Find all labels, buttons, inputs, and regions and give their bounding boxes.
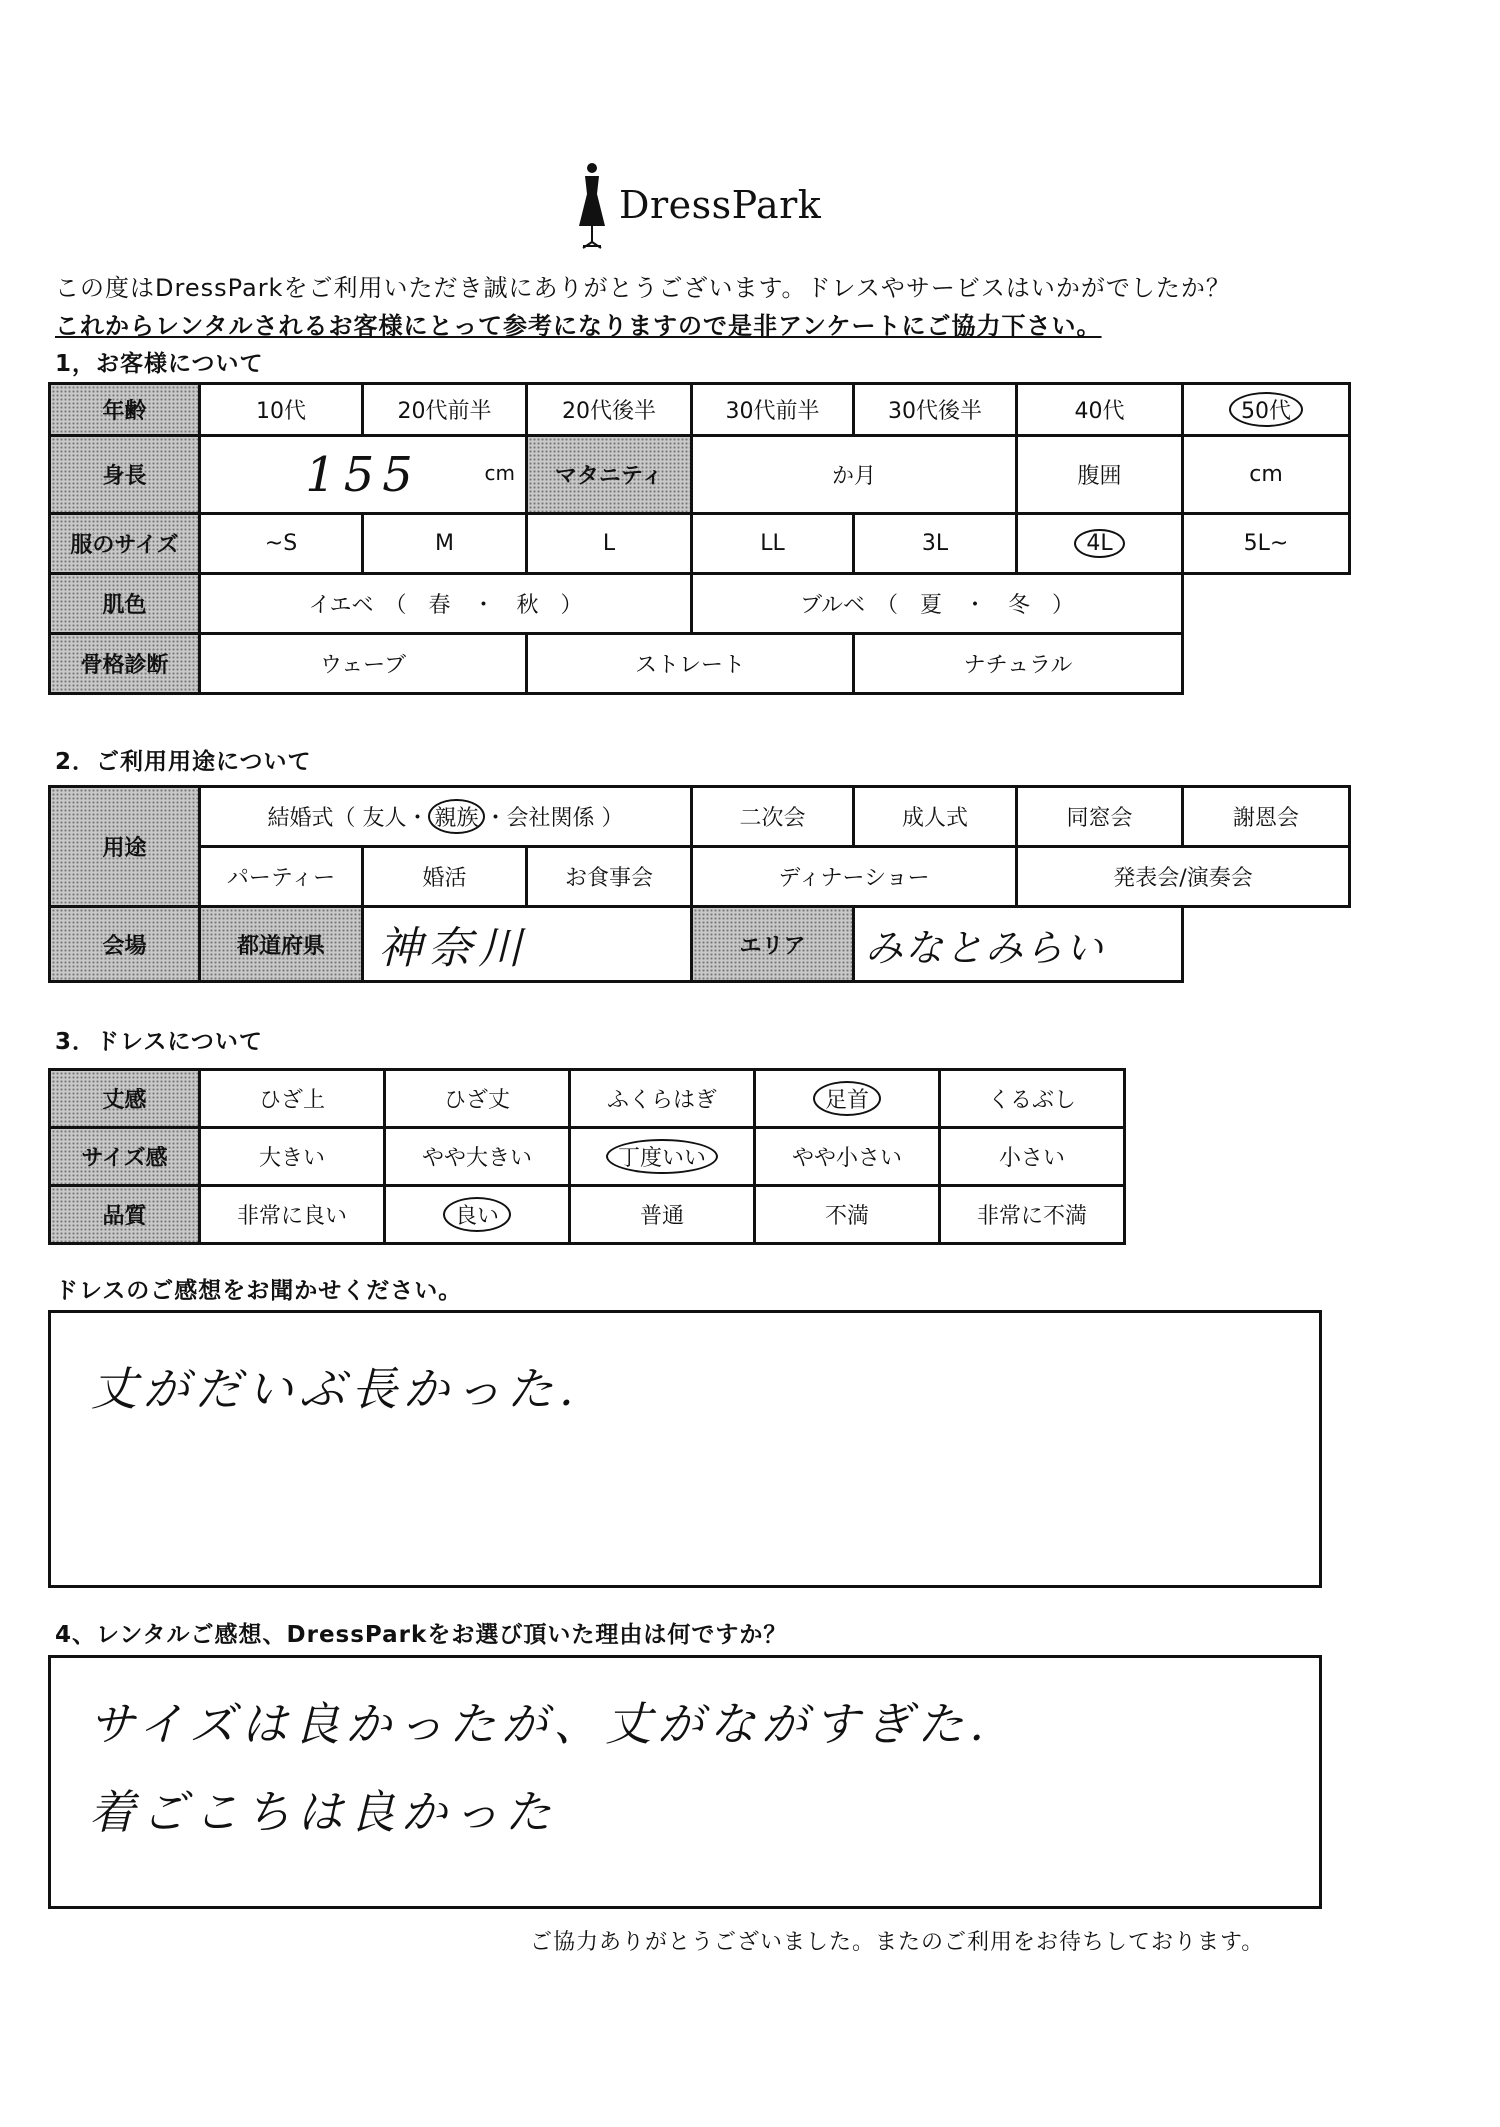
size-label: 服のサイズ [50, 514, 200, 574]
prefecture-field[interactable] [363, 907, 692, 982]
purpose-option[interactable]: お食事会 [527, 847, 692, 907]
length-option[interactable]: ひざ上 [200, 1070, 385, 1128]
age-option-selected[interactable] [1183, 384, 1350, 436]
dress-form-icon [575, 160, 609, 250]
venue-label: 会場 [50, 907, 200, 982]
reason-box[interactable] [48, 1655, 1322, 1909]
frame-option[interactable]: ウェーブ [200, 634, 527, 694]
section-4-title: 4、レンタルご感想、DressParkをお選び頂いた理由は何ですか？ [55, 1622, 788, 1648]
impression-box[interactable] [48, 1310, 1322, 1588]
request-text: これからレンタルされるお客様にとって参考になりますので是非アンケートにご協力下さい。 [55, 312, 1102, 340]
fit-option[interactable]: やや小さい [755, 1128, 940, 1186]
size-option[interactable]: LL [692, 514, 854, 574]
brand-logo [575, 160, 821, 250]
fit-option[interactable]: やや大きい [385, 1128, 570, 1186]
area-value: みなとみらい [865, 925, 1106, 970]
month-unit: か月 [831, 464, 876, 489]
purpose-option[interactable]: 婚活 [363, 847, 527, 907]
wedding-post: ・会社関係 ） [484, 806, 624, 831]
frame-label: 骨格診断 [50, 634, 200, 694]
section-2-title: 2．ご利用用途について [55, 749, 312, 775]
reason-line-1: サイズは良かったが、丈がながすぎた. [89, 1697, 990, 1751]
fit-option-selected[interactable] [570, 1128, 755, 1186]
area-field[interactable] [854, 907, 1183, 982]
purpose-option[interactable]: 成人式 [854, 787, 1017, 847]
height-value: 155 [305, 446, 421, 503]
purpose-option[interactable]: ディナーショー [692, 847, 1017, 907]
size-option[interactable]: M [363, 514, 527, 574]
height-field[interactable] [200, 436, 527, 514]
quality-option[interactable]: 非常に不満 [940, 1186, 1125, 1244]
impression-text: 丈がだいぶ長かった. [91, 1362, 580, 1416]
height-label: 身長 [50, 436, 200, 514]
skin-blue-option[interactable]: ブルベ （ 夏 ・ 冬 ） [692, 574, 1183, 634]
selection-circle: 親族 [428, 799, 484, 834]
selection-circle: 足首 [813, 1081, 881, 1116]
selection-circle: 4L [1074, 529, 1124, 558]
length-option[interactable]: ふくらはぎ [570, 1070, 755, 1128]
waist-field[interactable] [1183, 436, 1350, 514]
quality-option[interactable]: 不満 [755, 1186, 940, 1244]
purpose-option[interactable]: 二次会 [692, 787, 854, 847]
purpose-label: 用途 [50, 787, 200, 907]
fit-label: サイズ感 [50, 1128, 200, 1186]
length-option-selected[interactable] [755, 1070, 940, 1128]
maternity-label: マタニティ [527, 436, 692, 514]
age-option[interactable]: 30代後半 [854, 384, 1017, 436]
size-option[interactable]: L [527, 514, 692, 574]
frame-option[interactable]: ストレート [527, 634, 854, 694]
age-option[interactable]: 20代後半 [527, 384, 692, 436]
purpose-option[interactable]: 同窓会 [1017, 787, 1183, 847]
waist-label: 腹囲 [1017, 436, 1183, 514]
purpose-option[interactable]: 謝恩会 [1183, 787, 1350, 847]
selection-circle: 50代 [1229, 392, 1303, 427]
wedding-pre: 結婚式（ 友人・ [267, 806, 429, 831]
section-1-title: 1，お客様について [55, 351, 264, 377]
purpose-option[interactable]: パーティー [200, 847, 363, 907]
dress-table [48, 1068, 1126, 1245]
length-label: 丈感 [50, 1070, 200, 1128]
length-option[interactable]: くるぶし [940, 1070, 1125, 1128]
waist-unit: cm [1249, 462, 1283, 487]
age-option[interactable]: 40代 [1017, 384, 1183, 436]
section-3-title: 3．ドレスについて [55, 1029, 263, 1055]
height-unit: cm [484, 461, 515, 485]
quality-option[interactable]: 非常に良い [200, 1186, 385, 1244]
footer-thanks: ご協力ありがとうございました。またのご利用をお待ちしております。 [530, 1930, 1265, 1955]
brand-name: DressPark [619, 183, 822, 227]
length-option[interactable]: ひざ丈 [385, 1070, 570, 1128]
purpose-option[interactable]: 発表会/演奏会 [1017, 847, 1350, 907]
purpose-table [48, 785, 1351, 983]
selection-circle: 丁度いい [606, 1139, 718, 1174]
size-option-selected[interactable] [1017, 514, 1183, 574]
size-option[interactable]: ~S [200, 514, 363, 574]
impression-prompt: ドレスのご感想をお聞かせください。 [55, 1278, 463, 1304]
skin-yellow-option[interactable]: イエベ （ 春 ・ 秋 ） [200, 574, 692, 634]
age-label: 年齢 [50, 384, 200, 436]
age-option[interactable]: 10代 [200, 384, 363, 436]
selection-circle: 良い [443, 1197, 511, 1232]
fit-option[interactable]: 大きい [200, 1128, 385, 1186]
customer-table [48, 382, 1351, 695]
intro-text: この度はDressParkをご利用いただき誠にありがとうございます。ドレスやサービスはいかがでしたか？ [55, 274, 1231, 302]
quality-label: 品質 [50, 1186, 200, 1244]
fit-option[interactable]: 小さい [940, 1128, 1125, 1186]
skin-label: 肌色 [50, 574, 200, 634]
age-option[interactable]: 30代前半 [692, 384, 854, 436]
prefecture-value: 神奈川 [378, 923, 528, 974]
frame-option[interactable]: ナチュラル [854, 634, 1183, 694]
reason-line-2: 着ごこちは良かった [89, 1785, 557, 1839]
prefecture-label: 都道府県 [200, 907, 363, 982]
size-option[interactable]: 5L~ [1183, 514, 1350, 574]
age-option[interactable]: 20代前半 [363, 384, 527, 436]
quality-option[interactable]: 普通 [570, 1186, 755, 1244]
purpose-wedding[interactable] [200, 787, 692, 847]
maternity-field[interactable] [692, 436, 1017, 514]
quality-option-selected[interactable] [385, 1186, 570, 1244]
size-option[interactable]: 3L [854, 514, 1017, 574]
area-label: エリア [692, 907, 854, 982]
